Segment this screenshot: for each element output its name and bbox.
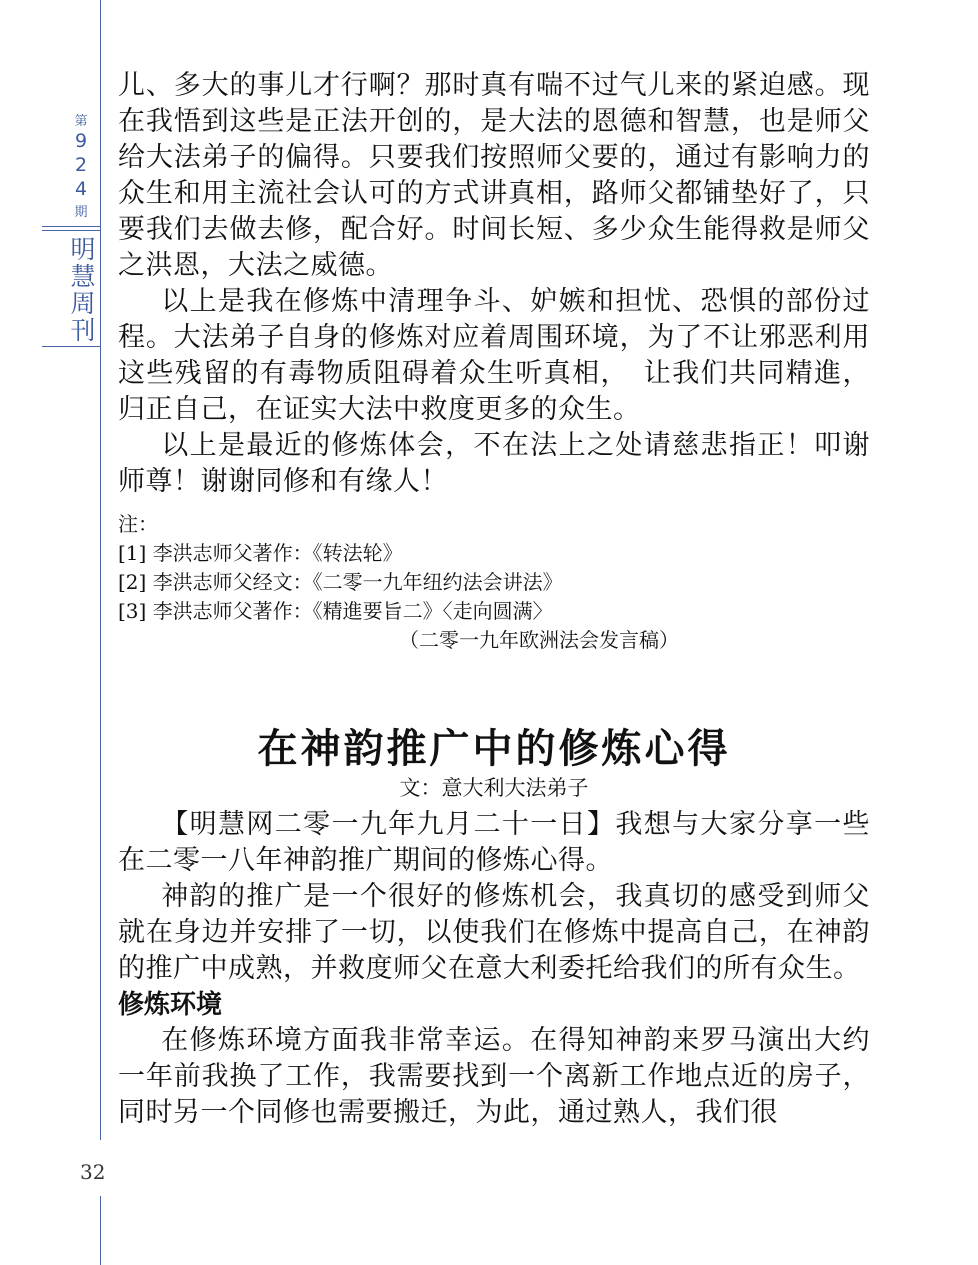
margin-rule-lower [100, 1196, 101, 1265]
body-paragraph: 神韵的推广是一个很好的修炼机会，我真切的感受到师父就在身边并安排了一切，以使我们在修炼中提高自己，在神韵的推广中成熟，并救度师父在意大利委托给我们的所有众生。 [118, 881, 870, 984]
footnote: [2] 李洪志师父经文：《二零一九年纽约法会讲法》 [118, 570, 563, 594]
issue-number [62, 110, 100, 220]
footnote: [3] 李洪志师父著作：《精進要旨二》〈走向圆满〉 [118, 599, 553, 623]
body-paragraph: 在修炼环境方面我非常幸运。在得知神韵来罗马演出大约一年前我换了工作，我需要找到一个离新工作地点近的房子，同时另一个同修也需要搬迁，为此，通过熟人，我们很 [118, 1025, 870, 1128]
issue-digit: 4 [74, 178, 88, 200]
body-paragraph: 以上是最近的修炼体会，不在法上之处请慈悲指正！叩谢师尊！谢谢同修和有缘人！ [118, 430, 870, 497]
footnote: [1] 李洪志师父著作：《转法轮》 [118, 541, 403, 565]
issue-prefix: 第 [74, 114, 88, 129]
magazine-char: 明 [70, 235, 96, 264]
page-content [118, 68, 870, 1131]
divider [42, 226, 100, 227]
speech-source: （二零一九年欧洲法会发言稿） [399, 628, 679, 652]
magazine-name [68, 236, 98, 344]
page-number: 32 [80, 1160, 106, 1184]
magazine-char: 周 [70, 289, 96, 318]
body-paragraph: 儿、多大的事儿才行啊？那时真有喘不过气儿来的紧迫感。现在我悟到这些是正法开创的，是大法的恩德和智慧，也是师父给大法弟子的偏得。只要我们按照师父要的，通过有影响力的众生和用主流社会认可的方式讲真相，路师父都铺垫好了，只要我们去做去修，配合好。时间长短、多少众生能得救是师父之洪恩，大法之威德。 [118, 70, 870, 281]
magazine-char: 慧 [70, 262, 96, 291]
footnotes [118, 510, 870, 655]
issue-digit: 2 [74, 154, 88, 176]
body-paragraph: 【明慧网二零一九年九月二十一日】我想与大家分享一些在二零一八年神韵推广期间的修炼心得。 [118, 809, 870, 876]
divider [42, 230, 100, 231]
section-heading: 修炼环境 [118, 990, 223, 1020]
body-paragraph: 以上是我在修炼中清理争斗、妒嫉和担忧、恐惧的部份过程。大法弟子自身的修炼对应着周围环境，为了不让邪恶利用这些残留的有毒物质阻碍着众生听真相， 让我们共同精進，归正自己，在证实大法中救度更多的众生。 [118, 286, 870, 425]
divider [42, 346, 100, 347]
article-title: 在神韵推广中的修炼心得 [257, 725, 731, 772]
margin-rule [100, 0, 101, 1140]
article-author: 文：意大利大法弟子 [399, 776, 589, 800]
magazine-char: 刊 [70, 316, 96, 345]
issue-digit: 9 [74, 130, 88, 152]
issue-suffix: 期 [74, 205, 88, 220]
notes-label: 注： [118, 512, 158, 536]
